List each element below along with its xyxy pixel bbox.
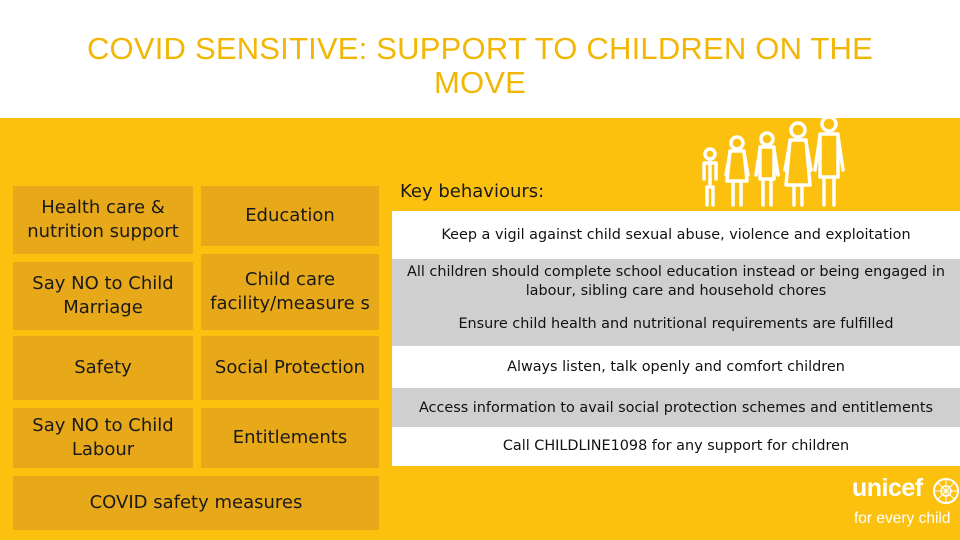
unicef-tagline: for every child (854, 510, 951, 527)
unicef-wordmark: unicef (852, 474, 923, 502)
box-child-care: Child care facility/measure s (201, 254, 379, 330)
box-social-protection: Social Protection (201, 336, 379, 400)
page-title: COVID SENSITIVE: SUPPORT TO CHILDREN ON THE MOVE (86, 31, 874, 100)
box-child-marriage: Say NO to Child Marriage (13, 262, 193, 330)
box-education: Education (201, 186, 379, 246)
behaviour-item: Ensure child health and nutritional requirements are fulfilled (458, 316, 894, 332)
box-entitlements: Entitlements (201, 408, 379, 468)
unicef-globe-icon (932, 477, 960, 505)
box-child-labour: Say NO to Child Labour (13, 408, 193, 468)
behaviour-item: All children should complete school education instead or being engaged in labour, sibling care and household chores (407, 264, 945, 299)
family-icon (690, 115, 850, 207)
behaviour-item: Access information to avail social protection schemes and entitlements (418, 400, 934, 416)
behaviour-item: Always listen, talk openly and comfort children (392, 346, 960, 388)
unicef-logo (852, 474, 951, 527)
box-covid-safety: COVID safety measures (13, 476, 379, 530)
key-behaviours-heading: Key behaviours: (400, 181, 545, 202)
box-health-care: Health care & nutrition support (13, 186, 193, 254)
box-safety: Safety (13, 336, 193, 400)
behaviour-item: Call CHILDLINE1098 for any support for children (392, 427, 960, 466)
behaviour-item: Keep a vigil against child sexual abuse, violence and exploitation (392, 211, 960, 259)
